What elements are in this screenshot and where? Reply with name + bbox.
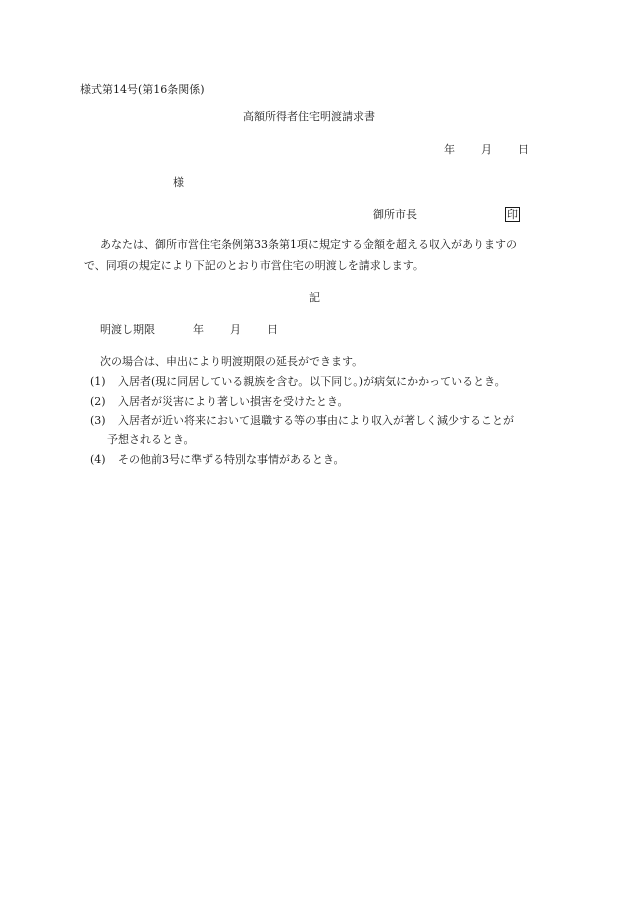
note-item-text: その他前3号に準ずる特別な事情があるとき。: [118, 453, 345, 466]
deadline-day: 日: [267, 323, 278, 336]
deadline-row: [100, 323, 278, 337]
issuer-name: 御所市長: [373, 208, 417, 221]
note-item-text: 入居者が近い将来において退職する等の事由により収入が著しく減少することが: [118, 414, 514, 427]
note-item-number: (2): [90, 395, 106, 408]
deadline-year: 年: [193, 323, 204, 336]
seal-mark: 印: [507, 208, 518, 221]
note-item: [90, 395, 349, 409]
note-item: [90, 375, 506, 389]
note-item-text: 入居者(現に同居している親族を含む。以下同じ。)が病気にかかっているとき。: [118, 375, 506, 388]
note-item-number: (1): [90, 375, 106, 388]
addressee-suffix: 様: [173, 176, 184, 189]
deadline-month: 月: [230, 323, 241, 336]
date-year: 年: [444, 143, 455, 156]
issuer-block: [373, 207, 520, 222]
body-line-2: で、同項の規定により下記のとおり市営住宅の明渡しを請求します。: [84, 259, 424, 272]
date-day: 日: [518, 143, 529, 156]
date-month: 月: [481, 143, 492, 156]
note-item-number: (3): [90, 414, 106, 427]
deadline-label: 明渡し期限: [100, 323, 155, 336]
note-item-continuation: 予想されるとき。: [107, 433, 195, 446]
note-item-number: (4): [90, 453, 106, 466]
document-title: 高額所得者住宅明渡請求書: [243, 110, 375, 123]
ki-heading: 記: [309, 291, 320, 304]
note-item-text: 入居者が災害により著しい損害を受けたとき。: [118, 395, 349, 408]
note-item: [90, 453, 345, 467]
notes-intro: 次の場合は、申出により明渡期限の延長ができます。: [100, 355, 364, 368]
form-number: 様式第14号(第16条関係): [80, 83, 205, 96]
body-line-1: あなたは、御所市営住宅条例第33条第1項に規定する金額を超える収入がありますの: [100, 238, 517, 251]
issue-date: [444, 143, 529, 157]
note-item: [90, 414, 514, 428]
